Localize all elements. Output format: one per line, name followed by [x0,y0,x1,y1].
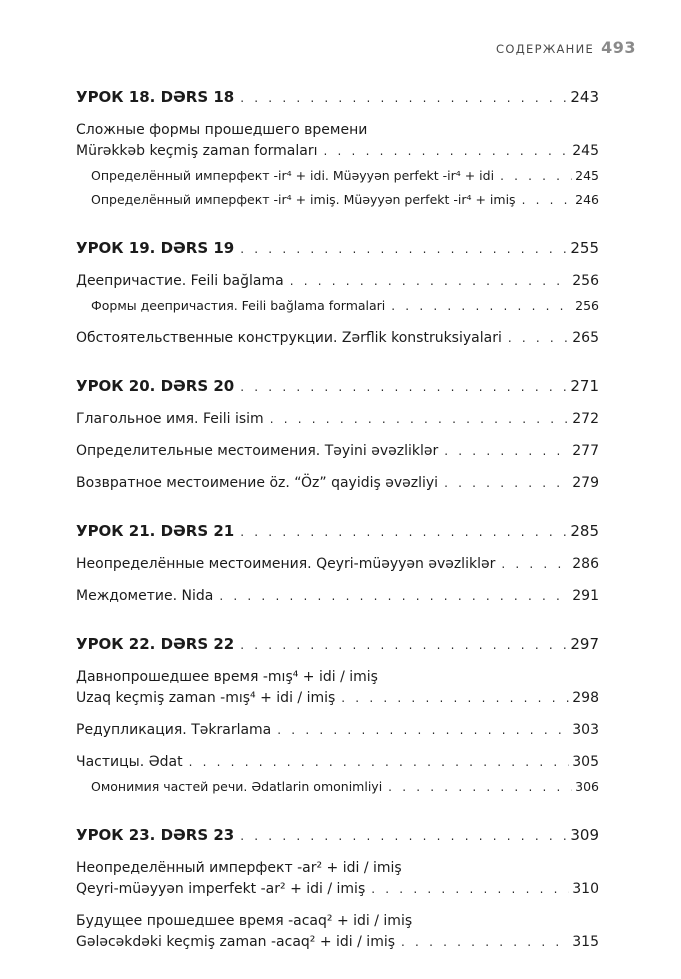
lesson-page-number: 271 [570,377,599,395]
toc-lesson [76,237,599,349]
toc-entry[interactable] [76,688,599,709]
entry-page-number: 256 [575,298,599,313]
toc-subentry[interactable] [76,189,599,211]
entry-page-number: 306 [575,779,599,794]
dot-leader [501,554,569,575]
entry-title: Междометие. Nida [76,588,214,604]
entry-page-number: 286 [572,556,599,572]
toc-lesson-heading[interactable] [76,375,599,398]
toc-entry[interactable] [76,720,599,741]
dot-leader [189,752,570,773]
lesson-title: УРОК 21. DƏRS 21 [76,522,235,540]
toc-entry[interactable] [76,879,599,900]
toc-lesson [76,520,599,607]
dot-leader [219,586,569,607]
toc-lesson-heading[interactable] [76,824,599,847]
toc-entry[interactable] [76,932,599,953]
lesson-page-number: 297 [570,635,599,653]
entry-page-number: 272 [572,411,599,427]
dot-leader [500,166,572,187]
toc-entry[interactable] [76,141,599,162]
entry-title: Омонимия частей речи. Ədatlarin omonimliyi [91,779,383,794]
dot-leader [290,271,570,292]
entry-page-number: 303 [572,722,599,738]
entry-title: Обстоятельственные конструкции. Zərflik konstruksiyalari [76,330,502,346]
lesson-title: УРОК 19. DƏRS 19 [76,239,235,257]
toc-lesson [76,824,599,953]
dot-leader [277,720,569,741]
toc-entry-first-line: Давнопрошедшее время -mış⁴ + idi / imiş [76,669,378,685]
entry-title: Деепричастие. Feili bağlama [76,273,284,289]
dot-leader [508,328,569,349]
entry-title: Формы деепричастия. Feili bağlama formalari [91,298,386,313]
dot-leader [522,190,572,211]
lesson-title: УРОК 20. DƏRS 20 [76,377,235,395]
dot-leader [240,87,567,109]
toc-entry-first-line: Неопределённый имперфект -ar² + idi / imiş [76,860,402,876]
lesson-page-number: 309 [570,826,599,844]
toc-entry[interactable] [76,586,599,607]
entry-title: Uzaq keçmiş zaman -mış⁴ + idi / imiş [76,690,336,706]
lesson-page-number: 255 [570,239,599,257]
dot-leader [371,879,569,900]
dot-leader [391,296,572,317]
dot-leader [444,473,569,494]
entry-page-number: 279 [572,475,599,491]
toc-entry[interactable] [76,473,599,494]
entry-page-number: 256 [572,273,599,289]
entry-page-number: 277 [572,443,599,459]
entry-title: Возвратное местоимение öz. “Öz” qayidiş əvəzliyi [76,475,439,491]
table-of-contents [76,86,599,979]
page-number: 493 [601,38,636,57]
entry-title: Определительные местоимения. Təyini əvəzliklər [76,443,439,459]
toc-entry[interactable] [76,441,599,462]
entry-title: Редупликация. Təkrarlama [76,722,272,738]
entry-title: Глагольное имя. Feili isim [76,411,264,427]
toc-subentry[interactable] [76,776,599,798]
entry-title: Qeyri-müəyyən imperfekt -ar² + idi / imiş [76,881,366,897]
toc-lesson-heading[interactable] [76,520,599,543]
entry-title: Частицы. Ədat [76,754,183,770]
entry-title: Определённый имперфект -ir⁴ + idi. Müəyyən perfekt -ir⁴ + idi [91,168,495,183]
toc-lesson [76,375,599,494]
entry-title: Gələcəkdəki keçmiş zaman -acaq² + idi / imiş [76,934,396,950]
toc-subentry[interactable] [76,295,599,317]
toc-lesson-heading[interactable] [76,86,599,109]
entry-page-number: 315 [572,934,599,950]
entry-title: Mürəkkəb keçmiş zaman formaları [76,143,318,159]
entry-page-number: 245 [572,143,599,159]
entry-page-number: 291 [572,588,599,604]
entry-page-number: 298 [572,690,599,706]
dot-leader [388,777,572,798]
entry-page-number: 310 [572,881,599,897]
toc-entry-first-line: Будущее прошедшее время -acaq² + idi / imiş [76,913,413,929]
toc-entry[interactable] [76,554,599,575]
dot-leader [240,825,567,847]
toc-lesson [76,633,599,798]
toc-lesson [76,86,599,211]
dot-leader [240,238,567,260]
entry-page-number: 305 [572,754,599,770]
toc-entry[interactable] [76,328,599,349]
dot-leader [240,376,567,398]
entry-page-number: 265 [572,330,599,346]
lesson-page-number: 285 [570,522,599,540]
section-title: СОДЕРЖАНИЕ [496,42,595,56]
dot-leader [270,409,570,430]
toc-lesson-heading[interactable] [76,237,599,260]
lesson-title: УРОК 23. DƏRS 23 [76,826,235,844]
running-header [496,38,636,57]
toc-entry[interactable] [76,409,599,430]
toc-entry[interactable] [76,752,599,773]
lesson-title: УРОК 22. DƏRS 22 [76,635,235,653]
entry-page-number: 246 [575,192,599,207]
toc-entry-first-line: Сложные формы прошедшего времени [76,122,368,138]
entry-title: Определённый имперфект -ir⁴ + imiş. Müəyyən perfekt -ir⁴ + imiş [91,192,516,207]
dot-leader [240,521,567,543]
lesson-title: УРОК 18. DƏRS 18 [76,88,235,106]
entry-title: Неопределённые местоимения. Qeyri-müəyyən əvəzliklər [76,556,496,572]
dot-leader [401,932,569,953]
dot-leader [323,141,569,162]
dot-leader [341,688,569,709]
lesson-page-number: 243 [570,88,599,106]
dot-leader [240,634,567,656]
toc-lesson-heading[interactable] [76,633,599,656]
entry-page-number: 245 [575,168,599,183]
dot-leader [444,441,569,462]
toc-entry[interactable] [76,271,599,292]
toc-subentry[interactable] [76,165,599,187]
